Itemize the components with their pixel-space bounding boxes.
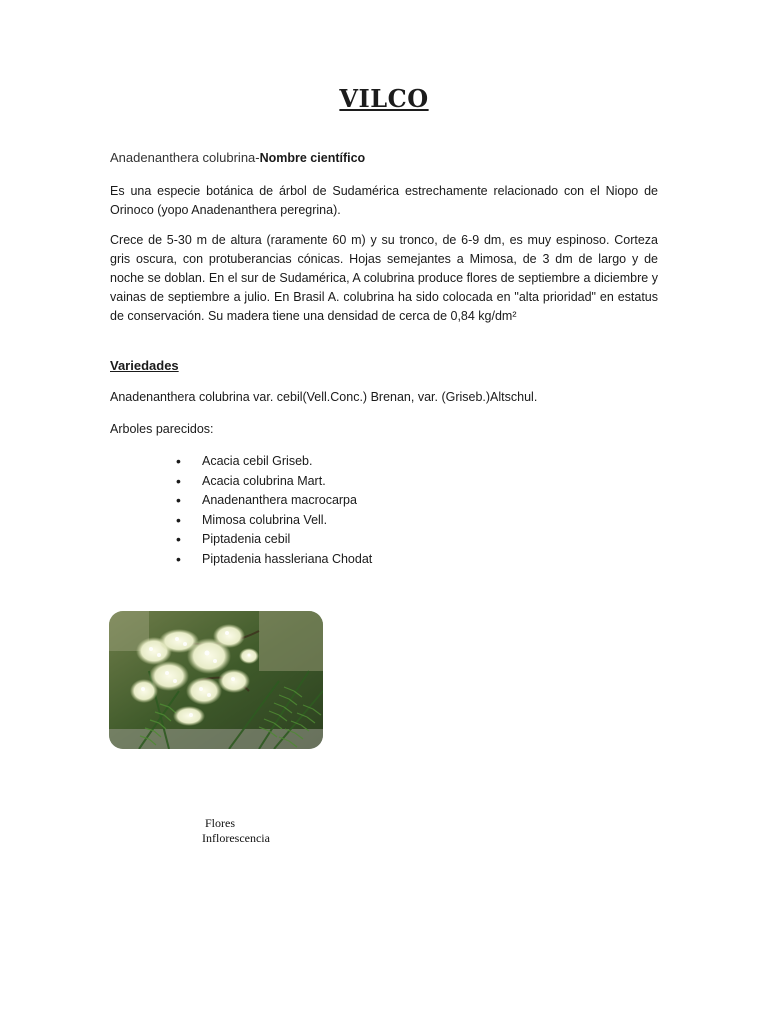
flower-photo (109, 611, 323, 749)
list-item (176, 550, 372, 570)
similar-trees-list (176, 452, 372, 569)
bullet-icon: • (176, 550, 181, 567)
bullet-icon: • (176, 531, 181, 547)
list-item-text: Anadenanthera macrocarpa (202, 493, 357, 507)
paragraph-description: Crece de 5-30 m de altura (raramente 60 m) y su tronco, de 6-9 dm, es muy espinoso. Corteza gris oscura, con protuberancias cónicas. Hojas semejantes a Mimosa, de 3 dm de largo y de noche se doblan. En el sur de Sudamérica, A colubrina produce flores de septiembre a diciembre y vainas de septiembre a julio. En Brasil A. colubrina ha sido colocada en "alta prioridad" en estatus de conservación. Su madera tiene una densidad de cerca de 0,84 kg/dm² (110, 233, 658, 323)
caption-inflorescencia: Inflorescencia (202, 831, 270, 845)
bullet-icon: • (176, 511, 181, 528)
list-item-text: Acacia colubrina Mart. (202, 473, 326, 488)
list-item-text: Piptadenia cebil (202, 532, 291, 546)
list-item-text: Mimosa colubrina Vell. (202, 512, 328, 527)
caption-flores: Flores (205, 816, 235, 830)
paragraph-intro: Es una especie botánica de árbol de Sudamérica estrechamente relacionado con el Niopo de Orinoco (yopo Anadenanthera peregrina). (110, 184, 658, 217)
list-item (176, 452, 372, 472)
bullet-icon: • (176, 453, 181, 469)
scientific-name: Anadenanthera colubrina- (110, 150, 260, 165)
list-item (176, 511, 372, 531)
similar-trees-label: Arboles parecidos: (110, 422, 214, 436)
scientific-name-line (110, 150, 365, 165)
bullet-icon: • (176, 492, 181, 508)
list-item (176, 472, 372, 492)
bullet-icon: • (176, 472, 181, 489)
list-item (176, 530, 372, 550)
scientific-name-label: Nombre científico (259, 151, 366, 165)
varieties-heading: Variedades (110, 358, 179, 373)
list-item (176, 491, 372, 511)
list-item-text: Piptadenia hassleriana Chodat (202, 551, 373, 566)
list-item-text: Acacia cebil Griseb. (202, 454, 313, 468)
page-title: VILCO (339, 84, 429, 113)
varieties-text: Anadenanthera colubrina var. cebil(Vell.Conc.) Brenan, var. (Griseb.)Altschul. (110, 390, 538, 404)
